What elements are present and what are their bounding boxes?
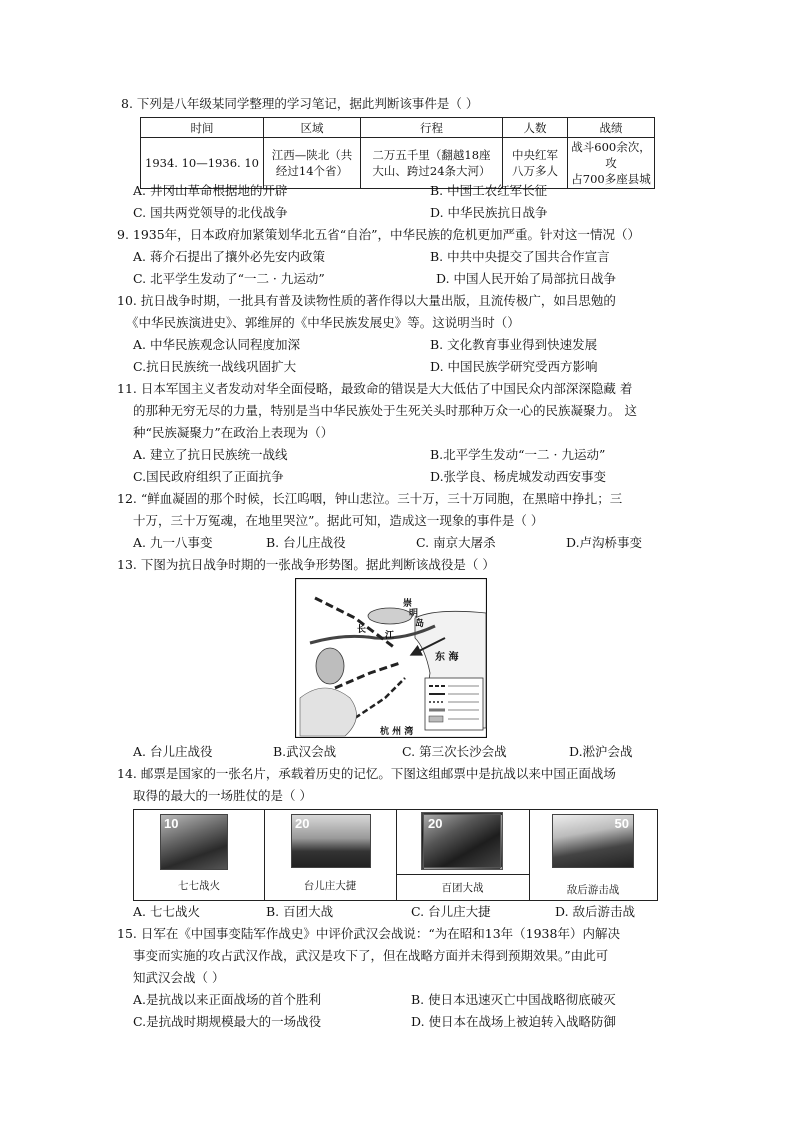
q8-option-d[interactable]: D. 中华民族抗日战争 bbox=[430, 205, 548, 220]
cell-line: 战斗600余次，攻 bbox=[571, 140, 651, 170]
q10-option-b[interactable]: B. 文化教育事业得到快速发展 bbox=[430, 337, 598, 352]
q15-line-2: 事变而实施的攻占武汉作战，武汉是攻下了，但在战略方面并未得到预期效果。”由此可 bbox=[133, 948, 609, 963]
stamp-label-1: 七七战火 bbox=[178, 880, 220, 892]
q11-line-2: 的那种无穷无尽的力量，特别是当中华民族处于生死关头时那种万众一心的民族凝聚力。 这 bbox=[133, 403, 637, 418]
q12-option-b[interactable]: B. 台儿庄战役 bbox=[266, 535, 346, 550]
map-label-river-2: 江 bbox=[385, 631, 395, 641]
stamp-value: 10 bbox=[164, 816, 179, 831]
table-header: 时间 bbox=[141, 118, 264, 138]
cell-line: 江西—陕北（共 bbox=[271, 148, 353, 162]
stamp-image-4 bbox=[552, 814, 634, 868]
q9-option-d[interactable]: D. 中国人民开始了局部抗日战争 bbox=[436, 271, 617, 286]
q12-option-a[interactable]: A. 九一八事变 bbox=[133, 535, 213, 550]
q14-line-1: 14. 邮票是国家的一张名片，承载着历史的记忆。下图这组邮票中是抗战以来中国正面战场 bbox=[117, 766, 616, 781]
q12-line-2: 十万，三十万冤魂，在地里哭泣”。据此可知，造成这一现象的事件是（ ） bbox=[133, 513, 544, 528]
q9-stem: 9. 1935年，日本政府加紧策划华北五省“自治”，中华民族的危机更加严重。针对这一情况（） bbox=[117, 227, 640, 242]
cell-line: 二万五千里（翻越18座 bbox=[372, 148, 491, 162]
table-header: 人数 bbox=[503, 118, 568, 138]
table-header: 战绩 bbox=[568, 118, 655, 138]
map-label-island-1: 崇 bbox=[403, 599, 413, 609]
q13-option-c[interactable]: C. 第三次长沙会战 bbox=[402, 744, 507, 759]
war-situation-map bbox=[295, 578, 487, 738]
q14-option-a[interactable]: A. 七七战火 bbox=[133, 904, 200, 919]
q15-line-1: 15. 日军在《中国事变陆军作战史》中评价武汉会战说：“为在昭和13年（1938年）内解决 bbox=[117, 926, 620, 941]
cell-line: 占700多座县城 bbox=[571, 172, 651, 186]
q11-line-1: 11. 日本军国主义者发动对华全面侵略，最致命的错误是大大低估了中国民众内部深深隐藏 着 bbox=[117, 381, 633, 396]
cell-line: 经过14个省） bbox=[275, 164, 349, 178]
q11-option-d[interactable]: D.张学良、杨虎城发动西安事变 bbox=[430, 469, 607, 484]
q8-option-c[interactable]: C. 国共两党领导的北伐战争 bbox=[133, 205, 288, 220]
q10-option-d[interactable]: D. 中国民族学研究受西方影响 bbox=[430, 359, 598, 374]
cell-line: 1934. 10—1936. 10 bbox=[145, 156, 259, 170]
map-label-hangzhou-bay: 杭 州 湾 bbox=[380, 727, 414, 737]
q11-line-3: 种“民族凝聚力”在政治上表现为（） bbox=[133, 425, 334, 440]
table-cell-record bbox=[568, 138, 655, 189]
q10-line-1: 10. 抗日战争时期，一批具有普及读物性质的著作得以大量出版，且流传极广，如吕思勉的 bbox=[117, 293, 616, 308]
q15-line-3: 知武汉会战（ ） bbox=[133, 970, 225, 985]
q11-option-b[interactable]: B.北平学生发动“一二 · 九运动” bbox=[430, 447, 606, 462]
q15-option-b[interactable]: B. 使日本迅速灭亡中国战略彻底破灭 bbox=[411, 992, 616, 1007]
cell-line: 大山、跨过24条大河） bbox=[372, 164, 491, 178]
q15-option-d[interactable]: D. 使日本在战场上被迫转入战略防御 bbox=[411, 1014, 617, 1029]
map-label-east-sea: 东 海 bbox=[435, 652, 459, 663]
stamp-label-2: 台儿庄大捷 bbox=[303, 880, 357, 892]
map-label-island-3: 岛 bbox=[415, 619, 425, 629]
map-label-river-1: 长 bbox=[357, 625, 367, 635]
stamp-image-1 bbox=[160, 814, 228, 870]
q15-option-c[interactable]: C.是抗战时期规模最大的一场战役 bbox=[133, 1014, 322, 1029]
q9-option-a[interactable]: A. 蒋介石提出了攘外必先安内政策 bbox=[133, 249, 325, 264]
stamp-label-3: 百团大战 bbox=[441, 882, 484, 894]
q14-line-2: 取得的最大的一场胜仗的是（ ） bbox=[133, 788, 312, 803]
map-label-island-2: 明 bbox=[409, 609, 419, 619]
q9-option-b[interactable]: B. 中共中央提交了国共合作宣言 bbox=[430, 249, 610, 264]
stamp-value: 20 bbox=[295, 816, 310, 831]
q10-option-a[interactable]: A. 中华民族观念认同程度加深 bbox=[133, 337, 300, 352]
table-cell-region bbox=[264, 138, 361, 189]
q9-option-c[interactable]: C. 北平学生发动了“一二 · 九运动” bbox=[133, 271, 325, 286]
cell-line: 八万多人 bbox=[512, 164, 558, 178]
stamp-image-2 bbox=[291, 814, 371, 868]
q14-option-c[interactable]: C. 台儿庄大捷 bbox=[411, 904, 491, 919]
q12-line-1: 12. “鲜血凝固的那个时候，长江呜咽，钟山悲泣。三十万，三十万同胞，在黑暗中挣扎；三 bbox=[117, 491, 623, 506]
table-cell-people bbox=[503, 138, 568, 189]
q14-option-b[interactable]: B. 百团大战 bbox=[266, 904, 334, 919]
q13-option-b[interactable]: B.武汉会战 bbox=[273, 744, 337, 759]
q15-option-a[interactable]: A.是抗战以来正面战场的首个胜利 bbox=[133, 992, 322, 1007]
table-cell-route bbox=[361, 138, 503, 189]
q12-option-d[interactable]: D.卢沟桥事变 bbox=[566, 535, 643, 550]
q14-option-d[interactable]: D. 敌后游击战 bbox=[555, 904, 636, 919]
table-header: 区域 bbox=[264, 118, 361, 138]
stamp-set-frame bbox=[133, 809, 658, 901]
q12-option-c[interactable]: C. 南京大屠杀 bbox=[416, 535, 496, 550]
q13-option-d[interactable]: D.淞沪会战 bbox=[569, 744, 633, 759]
q11-option-c[interactable]: C.国民政府组织了正面抗争 bbox=[133, 469, 284, 484]
q10-option-c[interactable]: C.抗日民族统一战线巩固扩大 bbox=[133, 359, 297, 374]
q10-line-2: 《中华民族演进史》、郭维屏的《中华民族发展史》等。这说明当时（） bbox=[126, 315, 520, 330]
q8-option-b[interactable]: B. 中国工农红军长征 bbox=[430, 183, 548, 198]
stamp-label-4: 敌后游击战 bbox=[566, 884, 620, 896]
q13-stem: 13. 下图为抗日战争时期的一张战争形势图。据此判断该战役是（ ） bbox=[117, 557, 495, 572]
q8-stem: 8. 下列是八年级某同学整理的学习笔记，据此判断该事件是（ ） bbox=[121, 96, 479, 111]
q8-option-a[interactable]: A. 井冈山革命根据地的开辟 bbox=[133, 183, 288, 198]
stamp-value: 20 bbox=[428, 816, 443, 831]
stamp-image-3 bbox=[421, 812, 503, 870]
q13-option-a[interactable]: A. 台儿庄战役 bbox=[133, 744, 213, 759]
cell-line: 中央红军 bbox=[512, 148, 558, 162]
q11-option-a[interactable]: A. 建立了抗日民族统一战线 bbox=[133, 447, 288, 462]
table-header: 行程 bbox=[361, 118, 503, 138]
q8-table bbox=[140, 117, 655, 189]
table-cell-time bbox=[141, 138, 264, 189]
stamp-value: 50 bbox=[614, 816, 629, 831]
